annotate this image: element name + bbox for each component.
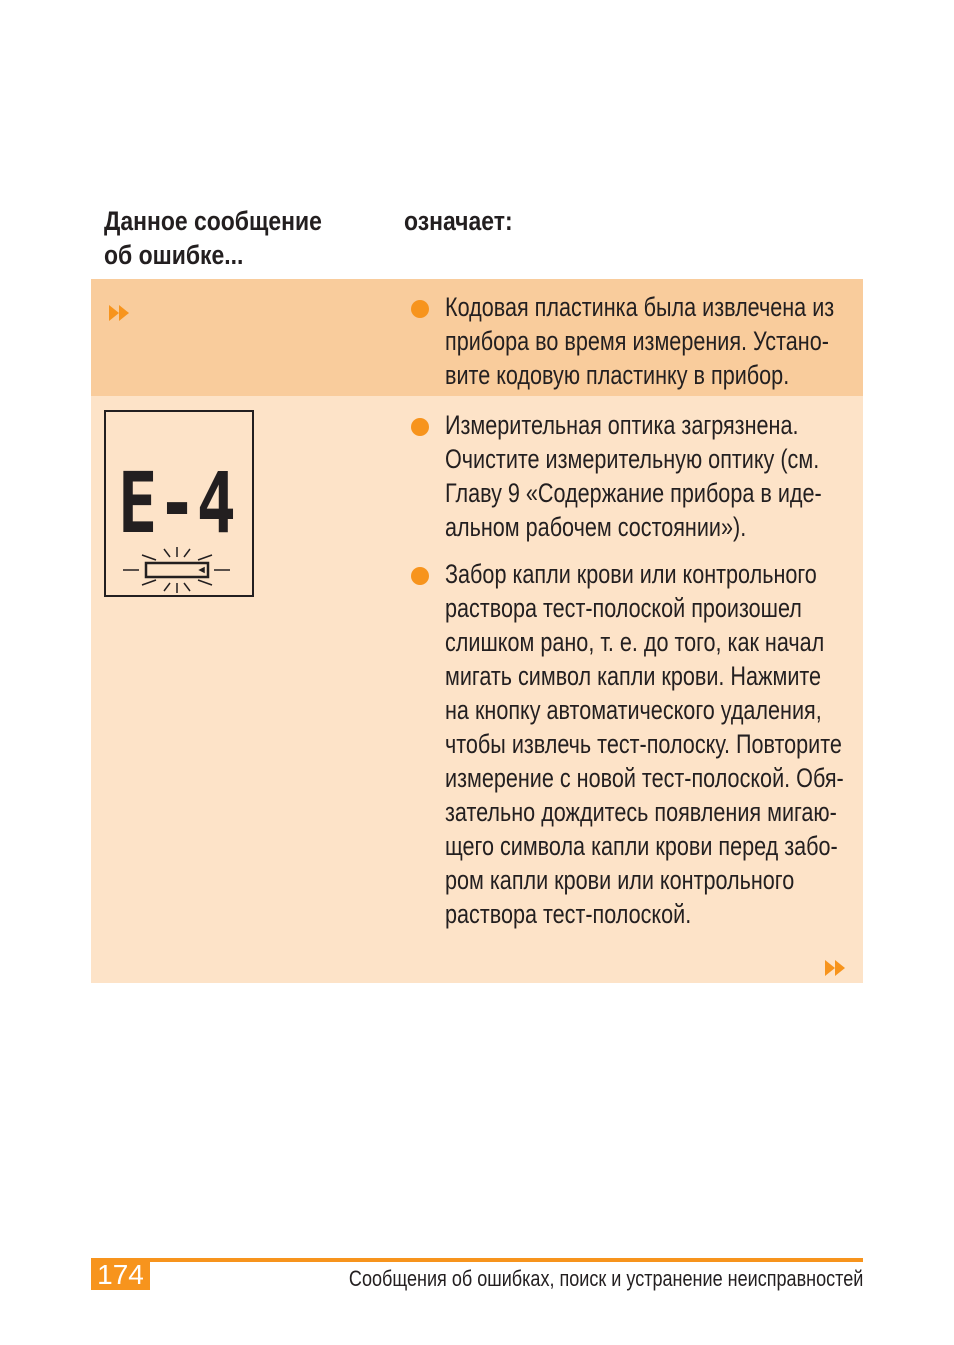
text-line: Измерительная оптика загрязнена.	[445, 410, 799, 440]
text-line: щего символа капли крови перед забо-	[445, 831, 838, 861]
bullet-icon	[411, 418, 429, 436]
text-line: на кнопку автоматического удаления,	[445, 695, 822, 725]
text-line: Забор капли крови или контрольного	[445, 559, 817, 589]
header-col1-line: об ошибке...	[104, 240, 244, 270]
footer-rule	[91, 1258, 863, 1262]
text-line: чтобы извлечь тест-полоску. Повторите	[445, 729, 842, 759]
text-line: раствора тест-полоской произошел	[445, 593, 802, 623]
header-col2: означает:	[404, 206, 513, 236]
bullet-icon	[411, 567, 429, 585]
text-line: измерение с новой тест-полоской. Обя-	[445, 763, 844, 793]
test-strip-icon	[123, 547, 230, 593]
text-line: мигать символ капли крови. Нажмите	[445, 661, 822, 691]
text-line: слишком рано, т. е. до того, как начал	[445, 627, 825, 657]
footer-section-title: Сообщения об ошибках, поиск и устранение неисправностей	[348, 1266, 863, 1291]
continue-arrows-icon	[109, 305, 131, 321]
text-line: вите кодовую пластинку в прибор.	[445, 360, 790, 390]
text-line: Главу 9 «Содержание прибора в иде-	[445, 478, 822, 508]
continue-arrows-icon	[825, 960, 847, 976]
header-col1-line: Данное сообщение	[104, 206, 322, 236]
header-col1	[104, 204, 322, 272]
text-line: раствора тест-полоской.	[445, 899, 692, 929]
text-line: зательно дождитесь появления мигаю-	[445, 797, 837, 827]
text-line: альном рабочем состоянии»).	[445, 512, 747, 542]
error-code-text: E-4	[118, 454, 236, 552]
text-line: Кодовая пластинка была извлечена из	[445, 292, 835, 322]
text-line: ром капли крови или контрольного	[445, 865, 795, 895]
bullet-icon	[411, 300, 429, 318]
text-line: прибора во время измерения. Устано-	[445, 326, 829, 356]
lcd-screen	[106, 412, 252, 595]
lcd-display-e4	[104, 410, 254, 597]
text-line: Очистите измерительную оптику (см.	[445, 444, 820, 474]
page-number: 174	[91, 1258, 150, 1290]
